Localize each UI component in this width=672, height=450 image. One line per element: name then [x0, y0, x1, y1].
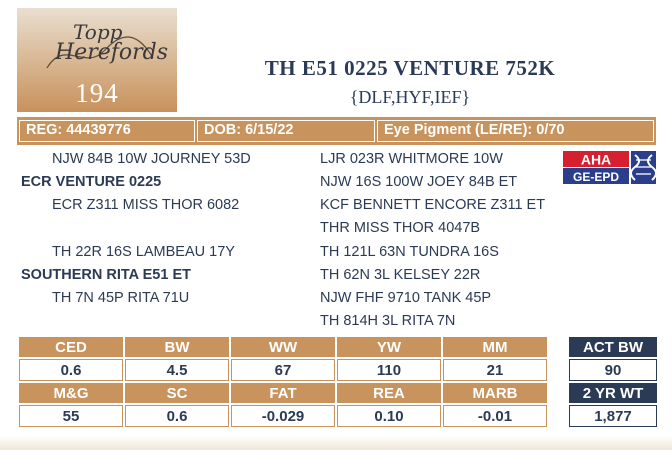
- epd-value-bw: 4.5: [125, 359, 229, 381]
- epd-header-mm: MM: [443, 337, 547, 357]
- animal-title-block: [200, 56, 620, 108]
- epd-header-ced: CED: [19, 337, 123, 357]
- two-yr-wt-label: 2 YR WT: [569, 383, 657, 403]
- epd-value-yw: 110: [337, 359, 441, 381]
- epd-header-row-1: [19, 337, 547, 357]
- pedigree-dam-sire-sire: TH 121L 63N TUNDRA 16S: [320, 244, 499, 260]
- bottom-decor-band: [0, 436, 672, 450]
- lot-number: 194: [75, 78, 119, 108]
- logo-line-1: Topp: [73, 20, 123, 44]
- registration-number: REG: 44439776: [19, 120, 195, 142]
- epd-header-sc: SC: [125, 383, 229, 403]
- epd-value-sc: 0.6: [125, 405, 229, 427]
- pedigree-sire-sire-sire: LJR 023R WHITMORE 10W: [320, 151, 503, 167]
- pedigree-dam-dam-sire: NJW FHF 9710 TANK 45P: [320, 290, 492, 306]
- aha-logo-bottom-text: GE-EPD: [572, 170, 620, 184]
- pedigree-dam-dam-dam: TH 814H 3L RITA 7N: [320, 313, 456, 329]
- epd-value-mm: 21: [443, 359, 547, 381]
- pedigree-sire: ECR VENTURE 0225: [21, 174, 162, 190]
- weights-table: [567, 335, 659, 429]
- pedigree-dam-sire: TH 22R 16S LAMBEAU 17Y: [52, 244, 235, 260]
- epd-table: [17, 335, 549, 429]
- pedigree-dam-dam: TH 7N 45P RITA 71U: [52, 290, 190, 306]
- pedigree-sire-dam: ECR Z311 MISS THOR 6082: [52, 197, 240, 213]
- pedigree-sire-dam-sire: KCF BENNETT ENCORE Z311 ET: [320, 197, 546, 213]
- epd-value-row-2: [19, 405, 547, 427]
- epd-value-ww: 67: [231, 359, 335, 381]
- pedigree-sire-sire-dam: NJW 16S 100W JOEY 84B ET: [320, 174, 518, 190]
- epd-header-yw: YW: [337, 337, 441, 357]
- epd-value-mg: 55: [19, 405, 123, 427]
- act-bw-label: ACT BW: [569, 337, 657, 357]
- epd-value-fat: -0.029: [231, 405, 335, 427]
- epd-header-fat: FAT: [231, 383, 335, 403]
- pedigree-dam: SOUTHERN RITA E51 ET: [21, 267, 191, 283]
- epd-header-ww: WW: [231, 337, 335, 357]
- epd-header-row-2: [19, 383, 547, 403]
- genetic-codes: {DLF,HYF,IEF}: [349, 87, 471, 107]
- epd-header-mg: M&G: [19, 383, 123, 403]
- epd-value-ced: 0.6: [19, 359, 123, 381]
- date-of-birth: DOB: 6/15/22: [197, 120, 375, 142]
- animal-name: TH E51 0225 VENTURE 752K: [264, 56, 556, 80]
- act-bw-value: 90: [569, 359, 657, 381]
- pedigree-sire-sire: NJW 84B 10W JOURNEY 53D: [52, 151, 251, 167]
- farm-logo-block: [17, 8, 177, 112]
- eye-pigment: Eye Pigment (LE/RE): 0/70: [377, 120, 654, 142]
- aha-logo-top-text: AHA: [580, 151, 612, 168]
- farm-logo: [17, 16, 177, 78]
- registration-info-bar: [17, 117, 656, 145]
- epd-value-row-1: [19, 359, 547, 381]
- epd-value-marb: -0.01: [443, 405, 547, 427]
- two-yr-wt-value: 1,877: [569, 405, 657, 427]
- epd-value-rea: 0.10: [337, 405, 441, 427]
- epd-header-marb: MARB: [443, 383, 547, 403]
- epd-header-bw: BW: [125, 337, 229, 357]
- pedigree-sire-dam-dam: THR MISS THOR 4047B: [320, 220, 481, 236]
- pedigree-dam-sire-dam: TH 62N 3L KELSEY 22R: [320, 267, 481, 283]
- aha-ge-epd-logo: [563, 151, 656, 184]
- epd-header-rea: REA: [337, 383, 441, 403]
- logo-line-2: Herefords: [55, 40, 169, 65]
